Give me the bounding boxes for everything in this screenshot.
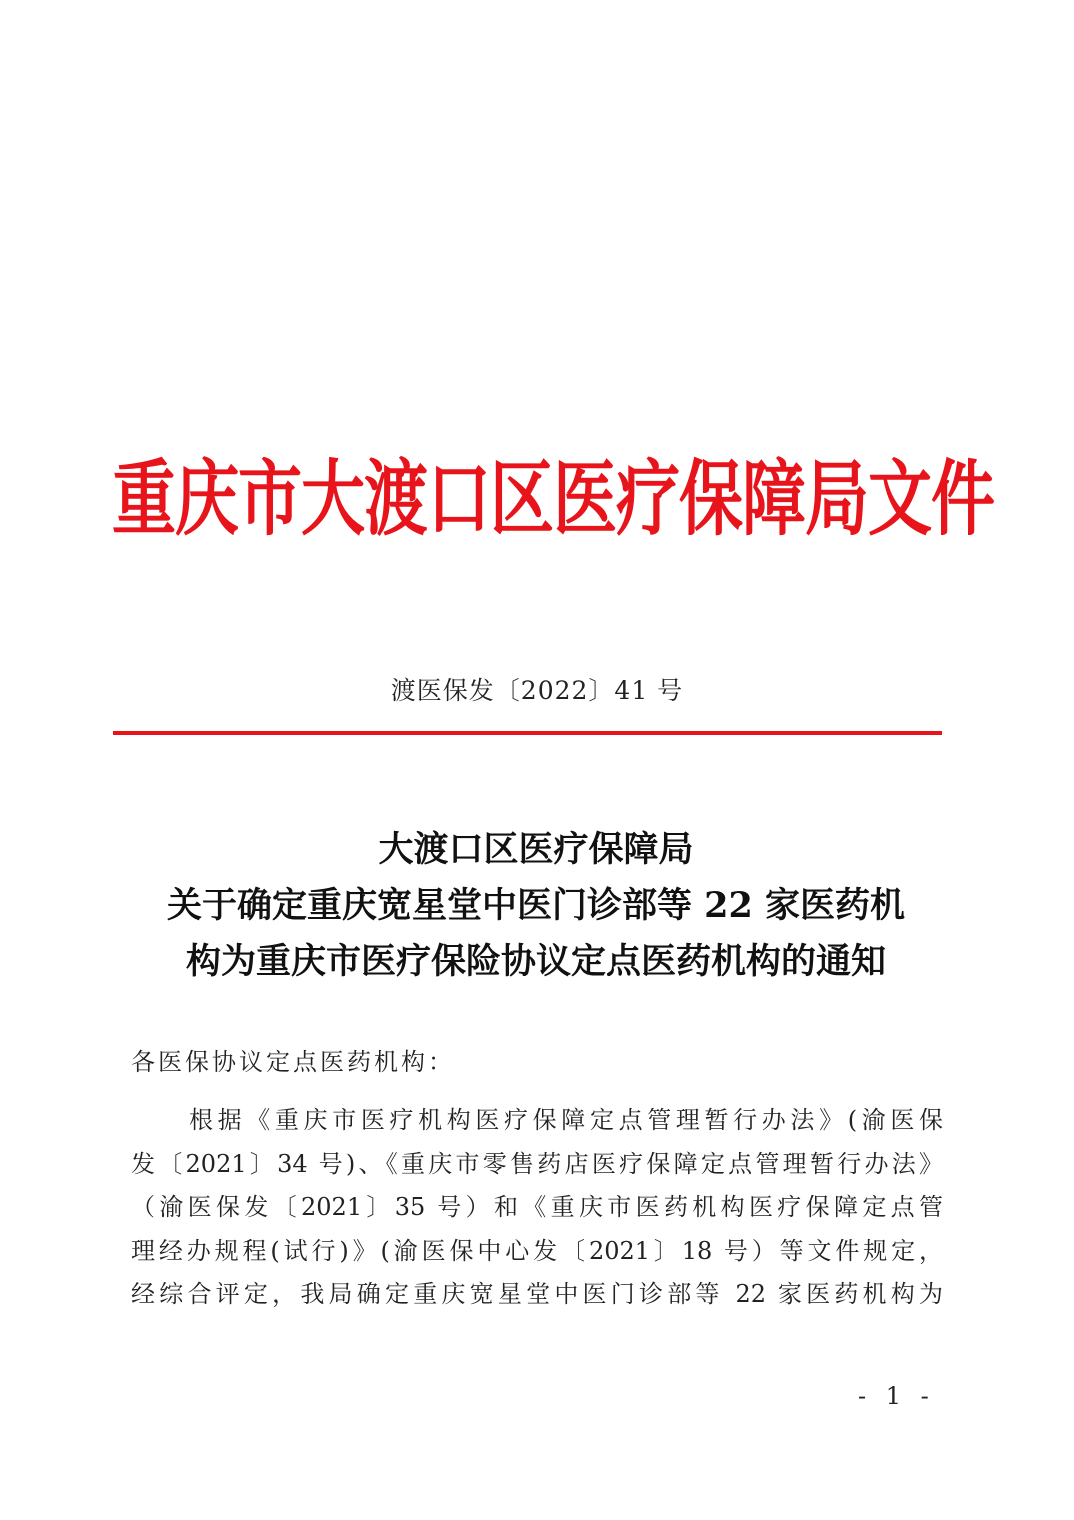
title-line: 关于确定重庆宽星堂中医门诊部等 22 家医药机 (166, 885, 906, 926)
notice-title (110, 822, 962, 990)
body-paragraph (131, 1099, 943, 1317)
body-line: 理经办规程(试行)》(渝医保中心发〔2021〕18 号）等文件规定， (131, 1236, 943, 1265)
body-line: 根据《重庆市医疗机构医疗保障定点管理暂行办法》(渝医保 (189, 1106, 943, 1134)
body-line: 经综合评定，我局确定重庆宽星堂中医门诊部等 22 家医药机构为 (131, 1280, 943, 1309)
body-line: （渝医保发〔2021〕35 号）和《重庆市医药机构医疗保障定点管 (131, 1193, 943, 1222)
title-line: 构为重庆市医疗保险协议定点医药机构的通知 (185, 941, 886, 982)
red-separator-line (113, 731, 942, 735)
masthead-title: 重庆市大渡口区医疗保障局文件 (112, 452, 994, 548)
document-number: 渡医保发〔2022〕41 号 (390, 676, 684, 705)
body-line: 发〔2021〕34 号)、《重庆市零售药店医疗保障定点管理暂行办法》 (131, 1149, 943, 1178)
title-line: 大渡口区医疗保障局 (378, 829, 694, 870)
salutation: 各医保协议定点医药机构： (131, 1048, 455, 1076)
page-number: - 1 - (858, 1382, 935, 1410)
